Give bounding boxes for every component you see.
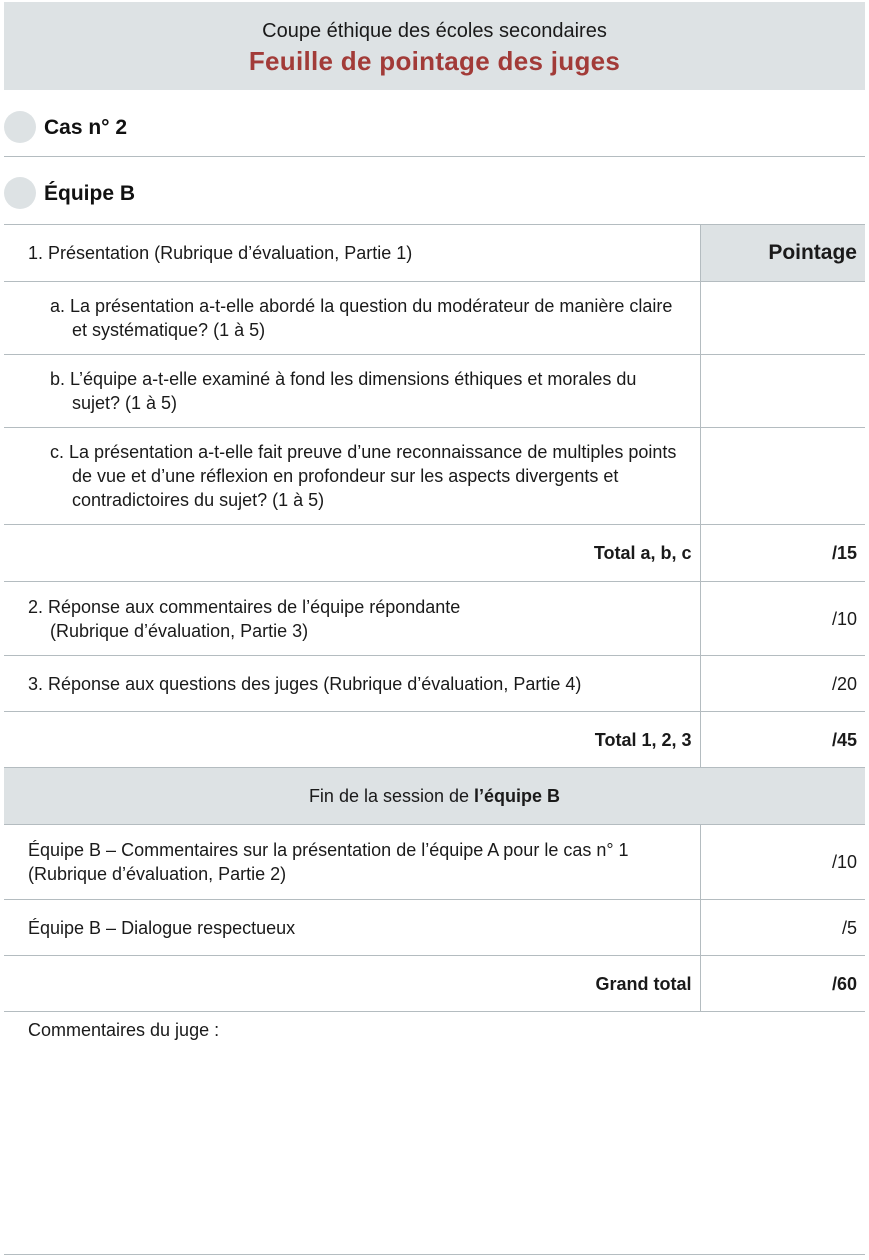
table-row — [4, 225, 865, 282]
dialogue-score[interactable]: /5 — [700, 900, 865, 956]
divider — [4, 156, 865, 157]
section2-label — [4, 582, 700, 656]
section1-label: 1. Présentation (Rubrique d’évaluation, Partie 1) — [4, 225, 700, 282]
score-column-header: Pointage — [700, 225, 865, 282]
comment-on-a-score[interactable]: /10 — [700, 825, 865, 900]
criterion-text: L’équipe a-t-elle examiné à fond les dimensions éthiques et morales du sujet? (1 à 5) — [70, 369, 637, 413]
criterion-c — [4, 428, 700, 525]
session-end-banner — [4, 768, 865, 825]
score-table — [4, 224, 865, 1012]
criterion-letter: c. — [50, 442, 65, 462]
dialogue-label: Équipe B – Dialogue respectueux — [4, 900, 700, 956]
team-label: Équipe B — [44, 182, 136, 205]
section3-score[interactable]: /20 — [700, 656, 865, 712]
bullet-circle-icon — [4, 177, 36, 209]
score-cell-b[interactable] — [700, 355, 865, 428]
total-123-score[interactable]: /45 — [700, 712, 865, 768]
total-123-label: Total 1, 2, 3 — [4, 712, 700, 768]
score-cell-c[interactable] — [700, 428, 865, 525]
session-end-team: l’équipe B — [474, 786, 561, 806]
section2-score[interactable]: /10 — [700, 582, 865, 656]
criterion-b — [4, 355, 700, 428]
criterion-letter: a. — [50, 296, 66, 316]
table-row — [4, 282, 865, 355]
section3-label: 3. Réponse aux questions des juges (Rubrique d’évaluation, Partie 4) — [4, 656, 700, 712]
table-row — [4, 428, 865, 525]
comment-on-a-label — [4, 825, 700, 900]
bullet-circle-icon — [4, 111, 36, 143]
table-row — [4, 825, 865, 900]
total-abc-label: Total a, b, c — [4, 525, 700, 582]
criterion-text: La présentation a-t-elle abordé la question du modérateur de manière claire et systématique? (1 à 5) — [70, 296, 673, 340]
table-row — [4, 900, 865, 956]
criterion-letter: b. — [50, 369, 66, 389]
section2-line2: (Rubrique d’évaluation, Partie 3) — [50, 620, 309, 641]
table-row — [4, 768, 865, 825]
grand-total-label: Grand total — [4, 956, 700, 1012]
grand-total-score[interactable]: /60 — [700, 956, 865, 1012]
session-end-prefix: Fin de la session de — [308, 786, 475, 806]
case-section — [4, 108, 865, 148]
page-title: Feuille de pointage des juges — [248, 46, 621, 76]
table-row — [4, 712, 865, 768]
total-abc-score[interactable]: /15 — [700, 525, 865, 582]
divider — [4, 1254, 865, 1255]
criterion-text: La présentation a-t-elle fait preuve d’une reconnaissance de multiples points de vue et d’une réflexion en profondeur sur les aspects divergents et contradictoires du sujet? (1 à 5) — [69, 442, 677, 510]
table-row — [4, 525, 865, 582]
table-row — [4, 656, 865, 712]
case-number-label: Cas n° 2 — [44, 116, 128, 139]
comment-on-a-line1: Équipe B – Commentaires sur la présentation de l’équipe A pour le cas n° 1 — [28, 840, 629, 860]
team-section — [4, 174, 865, 214]
criterion-a — [4, 282, 700, 355]
table-row — [4, 956, 865, 1012]
table-row — [4, 582, 865, 656]
page-header — [4, 2, 865, 90]
score-cell-a[interactable] — [700, 282, 865, 355]
comment-on-a-line2: (Rubrique d’évaluation, Partie 2) — [28, 864, 287, 884]
competition-name: Coupe éthique des écoles secondaires — [262, 20, 607, 42]
judge-comments-label: Commentaires du juge : — [28, 1020, 220, 1040]
section2-line1: 2. Réponse aux commentaires de l’équipe répondante — [28, 596, 461, 617]
table-row — [4, 355, 865, 428]
